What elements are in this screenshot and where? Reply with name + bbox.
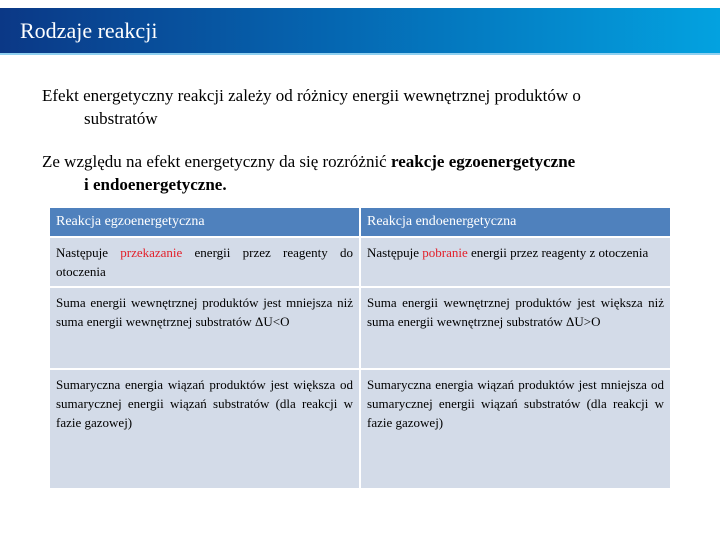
header-endo: Reakcja endoenergetyczna xyxy=(361,208,670,236)
cell-endo-1: Następuje pobranie energii przez reagenty z otoczenia xyxy=(361,238,670,286)
paragraph-2 xyxy=(42,150,575,196)
cell-endo-3: Sumaryczna energia wiązań produktów jest mniejsza od sumarycznej energii wiązań substratów (dla reakcji w fazie gazowej) xyxy=(361,370,670,488)
cell-exo-3: Sumaryczna energia wiązań produktów jest większa od sumarycznej energii wiązań substratów (dla reakcji w fazie gazowej) xyxy=(50,370,359,488)
paragraph-1-line1: Efekt energetyczny reakcji zależy od różnicy energii wewnętrznej produktów o xyxy=(42,86,581,105)
paragraph-2-text: Ze względu na efekt energetyczny da się rozróżnić xyxy=(42,152,391,171)
cell-endo-2: Suma energii wewnętrznej produktów jest większa niż suma energii wewnętrznej substratów ΔU>O xyxy=(361,288,670,368)
paragraph-2-line2: i endoenergetyczne. xyxy=(84,175,227,194)
slide-title: Rodzaje reakcji xyxy=(20,18,158,43)
paragraph-1-line2: substratów xyxy=(84,109,158,128)
header-exo: Reakcja egzoenergetyczna xyxy=(50,208,359,236)
table-row xyxy=(50,288,670,368)
table-row xyxy=(50,370,670,488)
title-banner xyxy=(0,8,720,55)
highlight-text: przekazanie xyxy=(120,245,183,260)
cell-exo-2: Suma energii wewnętrznej produktów jest mniejsza niż suma energii wewnętrznej substratów ΔU<O xyxy=(50,288,359,368)
highlight-text: pobranie xyxy=(422,245,468,260)
comparison-table xyxy=(48,206,672,490)
table-row xyxy=(50,238,670,286)
cell-exo-1: Następuje przekazanie energii przez reagenty do otoczenia xyxy=(50,238,359,286)
table-header-row xyxy=(50,208,670,236)
paragraph-1 xyxy=(42,84,581,130)
paragraph-2-bold: reakcje egzoenergetyczne xyxy=(390,152,576,171)
